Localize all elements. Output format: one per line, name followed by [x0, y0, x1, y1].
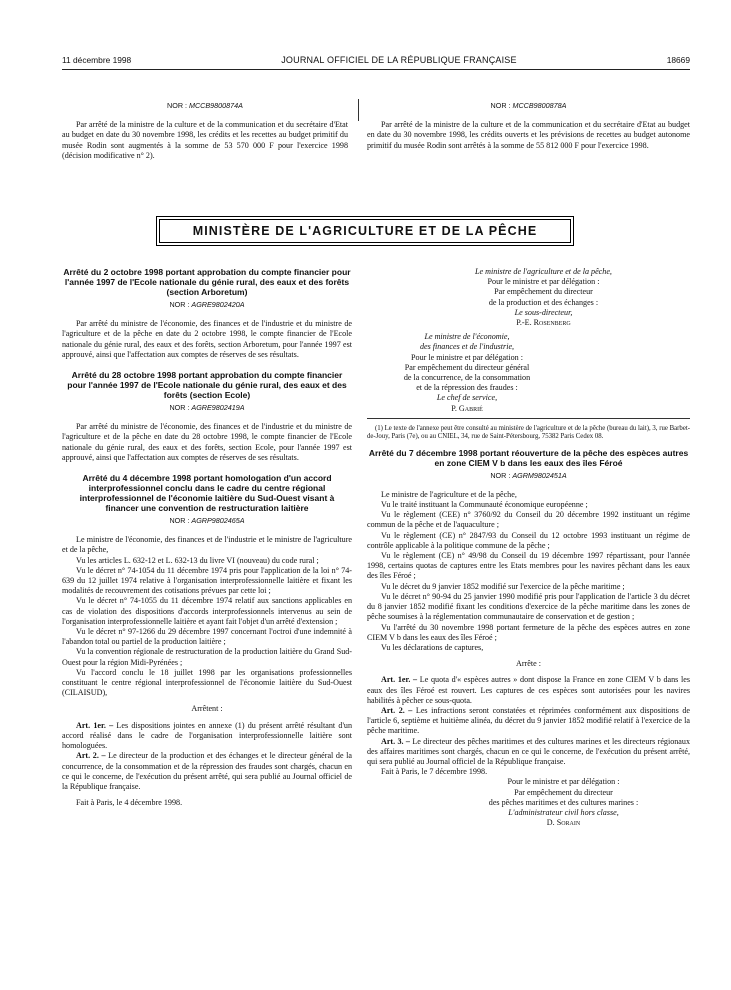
- arrete: Arrête :: [516, 659, 541, 669]
- visa: Vu le décret n° 74-1055 du 11 décembre 1974 relatif aux sanctions applicables en cas de violation des dispositions d'accords interprofessionnels intervenus au sein de l'organisation interprofessionnelle laitière et ayant fait l'objet d'un arrêté d'extension ;: [62, 596, 352, 626]
- footnote: (1) Le texte de l'annexe peut être consulté au ministère de l'agriculture et de la pêche (bureau du lait), 3, rue Barbet-de-Jouy, Paris (7e), ou au CNIEL, 34, rue de Saint-Pétersbourg, 75382 Paris Cedex 08.: [367, 424, 690, 441]
- journal-title: JOURNAL OFFICIEL DE LA RÉPUBLIQUE FRANÇAISE: [281, 55, 517, 65]
- visa: Vu les déclarations de captures,: [381, 642, 484, 652]
- visa: Vu le décret n° 90-94 du 25 janvier 1990 modifié pris pour l'application de l'article 3 du décret du 8 janvier 1852 modifié fixant les conditions d'exercice de la pêche maritime dans les zones de pêche soumises à la réglementation communautaire de conservation et de gestion ;: [367, 591, 690, 622]
- ministry-banner: [156, 216, 574, 246]
- nor-line: NOR : MCCB9800878A: [490, 101, 567, 110]
- visa: Vu le décret n° 97-1266 du 29 décembre 1997 concernant l'octroi d'une indemnité à l'abandon total ou partiel de la production laitière ;: [62, 627, 352, 647]
- signature-block-3: Pour le ministre et par délégation : Par empêchement du directeur des pêches maritimes et des cultures marines : L'administrateur civil hors classe, D. Sorain: [488, 777, 639, 828]
- visa: Vu le règlement (CE) n° 2847/93 du Conseil du 12 octobre 1993 instituant un régime de contrôle applicable à la politique commune de la pêche ;: [367, 530, 690, 550]
- nor-line: NOR : AGRM9802451A: [490, 470, 567, 480]
- preamble: Le ministre de l'économie, des finances et de l'industrie et le ministre de l'agriculture et de la pêche,: [62, 535, 352, 555]
- visa: Vu le règlement (CE) n° 49/98 du Conseil du 19 décembre 1997 répartissant, pour l'année 1998, certains quotas de captures entre les Etats membres pour les navires pêchant dans les eaux des îles Féroé ;: [367, 551, 690, 581]
- article-title: Arrêté du 2 octobre 1998 portant approbation du compte financier pour l'année 1997 de l'Ecole nationale du génie rural, des eaux et des forêts (section Arboretum): [63, 267, 351, 297]
- article-text: Par arrêté du ministre de l'économie, des finances et de l'industrie et du ministre de l'agriculture et de la pêche en date du 2 octobre 1998, le compte financier de l'Ecole nationale du génie rural, des eaux et des forêts, section Arboretum, pour l'année 1997 est approuvé, ainsi que l'affectation aux comptes de réserves de ses résultats.: [62, 319, 352, 359]
- nor-line: NOR : AGRE9802420A: [169, 300, 245, 309]
- nor-line: NOR : MCCB9800874A: [167, 101, 243, 110]
- signature-block-1: Le ministre de l'agriculture et de la pêche, Pour le ministre et par délégation : Par empêchement du directeur de la production et des échanges : Le sous-directeur, P.-E. Rosenberg: [475, 267, 612, 328]
- article-1: Art. 1er. – Le quota d'« espèces autres » dont dispose la France en zone CIEM V b dans les eaux des îles Féroé est rouvert. Les captures de ces espèces sont autorisées pour les navires habilités à pêcher ce sous-quota.: [367, 675, 690, 705]
- item-text: Par arrêté de la ministre de la culture et de la communication et du secrétaire d'Etat au budget en date du 30 novembre 1998, les crédits ouverts et les prévisions de recettes au budget autonome primitif du musée Rodin sont arrêtés à la somme de 55 812 000 F pour l'exercice 1998.: [367, 120, 690, 150]
- visa: Vu le décret n° 74-1054 du 11 décembre 1974 pris pour l'application de la loi n° 74-639 du 12 juillet 1974 relative à l'organisation interprofessionnelle laitière et fixant les modalités de recouvrement des cotisations prévues par cette loi ;: [62, 565, 352, 596]
- article-2: Art. 2. – Le directeur de la production et des échanges et le directeur général de la concurrence, de la consommation et de la répression des fraudes sont chargés, chacun en ce qui le concerne, de l'exécution du présent arrêté, qui sera publié au Journal officiel de la République française.: [62, 751, 352, 791]
- ministry-title: MINISTÈRE DE L'AGRICULTURE ET DE LA PÊCHE: [159, 219, 571, 243]
- preamble: Le ministre de l'agriculture et de la pêche,: [381, 489, 517, 499]
- page-number: 18669: [666, 55, 690, 65]
- signature-block-2: Le ministre de l'économie, des finances et de l'industrie, Pour le ministre et par délégation : Par empêchement du directeur général de la concurrence, de la consommation et de la répression des fraudes : Le chef de service, P. Gabrié: [403, 332, 531, 413]
- visa: Vu le traité instituant la Communauté économique européenne ;: [381, 500, 588, 510]
- item-text: Par arrêté de la ministre de la culture et de la communication et du secrétaire d'Etat au budget en date du 30 novembre 1998, les crédits et les recettes au budget primitif du musée Rodin sont augmentés à la somme de 53 570 000 F pour l'exercice 1998 (décision modificative n° 2).: [62, 120, 348, 160]
- visa: Vu la convention régionale de restructuration de la production laitière du Grand Sud-Ouest pour la région Midi-Pyrénées ;: [62, 647, 352, 667]
- article-3: Art. 3. – Le directeur des pêches maritimes et des cultures marines et les directeurs régionaux des affaires maritimes sont chargés, chacun en ce qui le concerne, de l'exécution du présent arrêté, qui sera publié au Journal officiel de la République française.: [367, 736, 690, 766]
- fait-a-paris: Fait à Paris, le 7 décembre 1998.: [381, 767, 488, 777]
- page-header: [62, 55, 690, 65]
- nor-line: NOR : AGRP9802465A: [169, 516, 245, 526]
- nor-line: NOR : AGRE9802419A: [169, 403, 245, 413]
- article-title: Arrêté du 28 octobre 1998 portant approbation du compte financier pour l'année 1997 de l'Ecole nationale du génie rural, des eaux et des forêts (section Ecole): [67, 370, 347, 401]
- article-text: Par arrêté du ministre de l'économie, des finances et de l'industrie et du ministre de l'agriculture et de la pêche en date du 28 octobre 1998, le compte financier de l'Ecole nationale du génie rural, des eaux et des forêts, section Ecole, pour l'année 1997 est approuvé, ainsi que l'affectation aux comptes de réserves de ses résultats.: [62, 422, 352, 462]
- right-column: [367, 267, 690, 828]
- column-divider: [358, 99, 359, 121]
- arretent: Arrêtent :: [191, 704, 223, 714]
- top-right-item: [367, 101, 690, 151]
- visa: Vu l'accord conclu le 18 juillet 1998 par les organisations professionnelles constituant le centre régional interprofessionnel de l'économie laitière du Sud-Ouest (CILAISUD),: [62, 667, 352, 698]
- visa: Vu les articles L. 632-12 et L. 632-13 du livre VI (nouveau) du code rural ;: [76, 555, 319, 565]
- top-left-item: [62, 101, 348, 161]
- header-date: 11 décembre 1998: [62, 55, 132, 65]
- visa: Vu le règlement (CEE) n° 3760/92 du Conseil du 20 décembre 1992 instituant un régime commun de la pêche et de l'aquaculture ;: [367, 510, 690, 530]
- footnote-rule: [367, 418, 690, 419]
- article-2: Art. 2. – Les infractions seront constatées et réprimées conformément aux dispositions de l'article 6, septième et huitième alinéa, du décret du 9 janvier 1852 modifié relatif à l'exercice de la pêche maritime.: [367, 705, 690, 736]
- visa: Vu l'arrêté du 30 novembre 1998 portant fermeture de la pêche des espèces autres en zone CIEM V b dans les eaux des îles Féroé ;: [367, 622, 690, 642]
- visa: Vu le décret du 9 janvier 1852 modifié sur l'exercice de la pêche maritime ;: [381, 581, 625, 591]
- header-rule: [62, 69, 690, 70]
- article-title: Arrêté du 7 décembre 1998 portant réouverture de la pêche des espèces autres en zone CIEM V b dans les eaux des îles Féroé: [368, 447, 689, 468]
- fait-a-paris: Fait à Paris, le 4 décembre 1998.: [76, 798, 183, 808]
- article-title: Arrêté du 4 décembre 1998 portant homologation d'un accord interprofessionnel conclu dans le cadre du centre régional interprofessionnel de l'économie laitière du Sud-Ouest visant à financer une convention de restructuration laitière: [79, 473, 335, 514]
- article-1: Art. 1er. – Les dispositions jointes en annexe (1) du présent arrêté résultant d'un accord réalisé dans le cadre de l'organisation interprofessionnelle laitière sont homologuées.: [62, 720, 353, 751]
- left-column: [62, 267, 352, 808]
